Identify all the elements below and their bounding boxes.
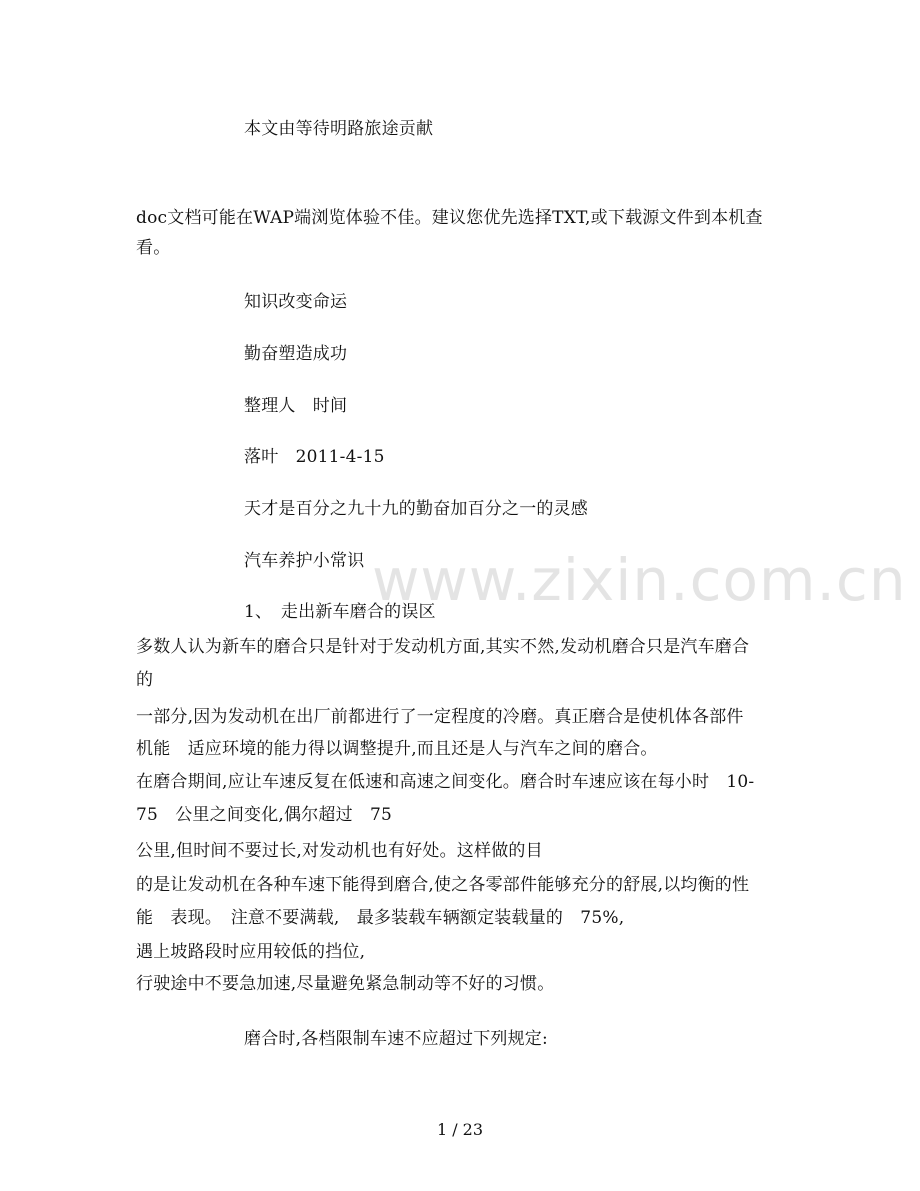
speed-limit-intro: 磨合时,各档限制车速不应超过下列规定:	[244, 1029, 548, 1049]
body-line-11: 行驶途中不要急加速,尽量避免紧急制动等不好的习惯。	[136, 974, 555, 994]
body-line-3: 一部分,因为发动机在出厂前都进行了一定程度的冷磨。真正磨合是使机体各部件	[136, 707, 744, 727]
body-line-10: 遇上坡路段时应用较低的挡位,	[136, 942, 366, 962]
document-title: 汽车养护小常识	[244, 551, 365, 571]
compiler-header: 整理人 时间	[244, 396, 348, 416]
body-line-8: 的是让发动机在各种车速下能得到磨合,使之各零部件能够充分的舒展,以均衡的性	[136, 875, 750, 895]
section-heading: 1、 走出新车磨合的误区	[244, 602, 436, 622]
body-line-9: 能 表现。 注意不要满载, 最多装载车辆额定装载量的 75%,	[136, 908, 625, 928]
compiler-value: 落叶 2011-4-15	[244, 447, 385, 467]
body-line-4: 机能 适应环境的能力得以调整提升,而且还是人与汽车之间的磨合。	[136, 739, 658, 759]
notice-line-2: 看。	[136, 238, 171, 258]
body-line-1: 多数人认为新车的磨合只是针对于发动机方面,其实不然,发动机磨合只是汽车磨合	[136, 637, 750, 657]
body-line-7: 公里,但时间不要过长,对发动机也有好处。这样做的目	[136, 841, 543, 861]
notice-line-1: doc文档可能在WAP端浏览体验不佳。建议您优先选择TXT,或下载源文件到本机查	[136, 208, 763, 228]
body-line-6: 75 公里之间变化,偶尔超过 75	[136, 805, 393, 825]
motto-knowledge: 知识改变命运	[244, 292, 348, 312]
page-number: 1 / 23	[436, 1120, 484, 1139]
body-line-2: 的	[136, 670, 154, 690]
body-line-5: 在磨合期间,应让车速反复在低速和高速之间变化。磨合时车速应该在每小时 10-	[136, 772, 755, 792]
motto-diligence: 勤奋塑造成功	[244, 344, 348, 364]
quote-line: 天才是百分之九十九的勤奋加百分之一的灵感	[244, 499, 588, 519]
contributor-line: 本文由等待明路旅途贡献	[244, 119, 434, 139]
watermark: www.zixin.com.cn	[372, 546, 907, 614]
